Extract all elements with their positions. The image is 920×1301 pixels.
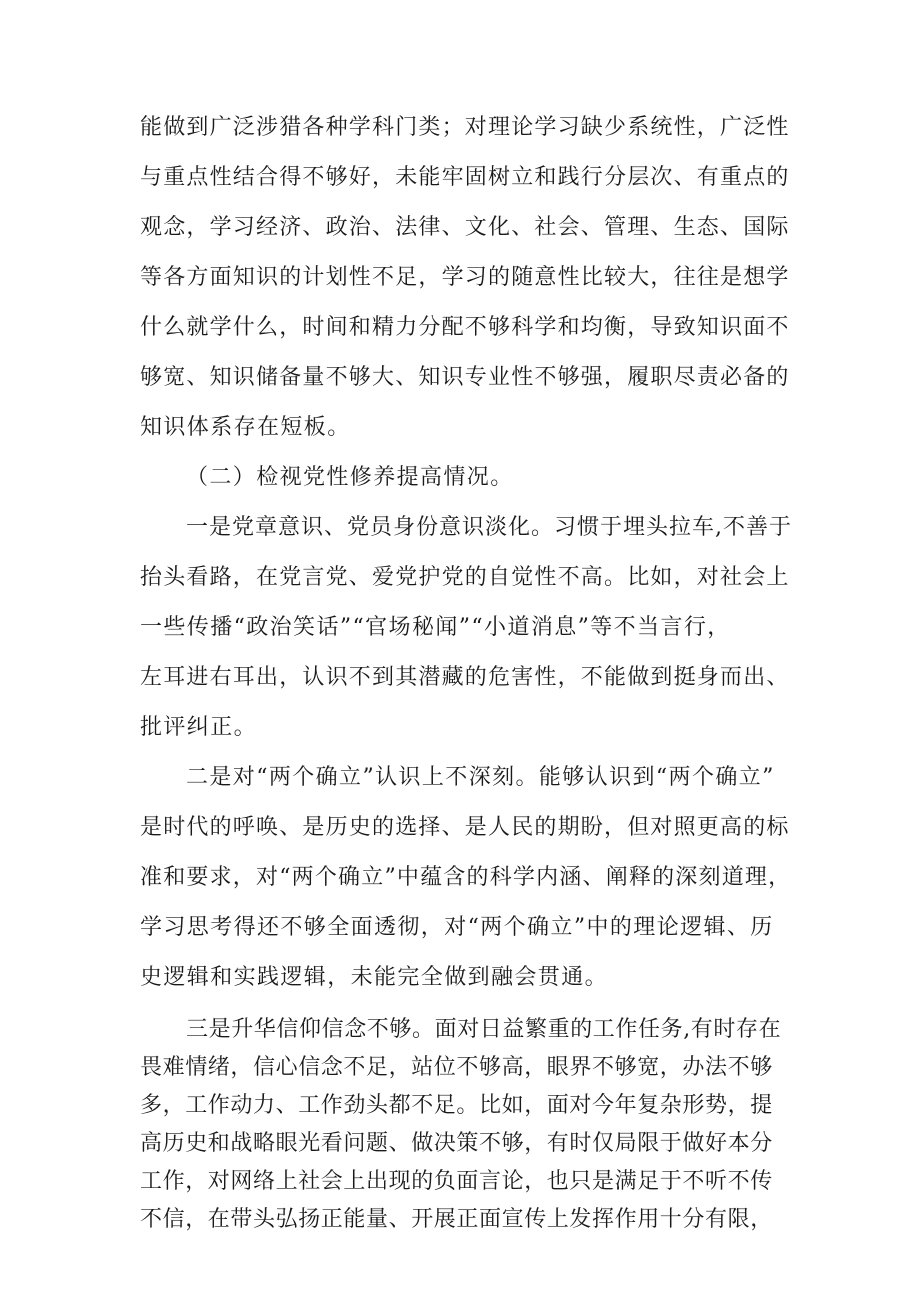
paragraph-3-line-1: 一是党章意识、党员身份意识淡化。习惯于埋头拉车,不善于 xyxy=(186,515,792,540)
section-heading: （二）检视党性修养提高情况。 xyxy=(186,465,514,490)
paragraph-1-line-2: 与重点性结合得不够好，未能牢固树立和践行分层次、有重点的 xyxy=(140,165,790,190)
paragraph-1-line-3: 观念，学习经济、政治、法律、文化、社会、管理、生态、国际 xyxy=(140,215,790,240)
paragraph-1-line-7: 知识体系存在短板。 xyxy=(140,415,351,440)
paragraph-5-line-3: 多，工作动力、工作劲头都不足。比如，面对今年复杂形势，提 xyxy=(140,1093,773,1118)
paragraph-3-line-3: 一些传播“政治笑话”“官场秘闻”“小道消息”等不当言行， xyxy=(140,615,731,640)
paragraph-3-line-5: 批评纠正。 xyxy=(140,715,258,740)
paragraph-4-line-3: 准和要求，对“两个确立”中蕴含的科学内涵、阐释的深刻道理， xyxy=(140,865,792,890)
paragraph-4-line-4: 学习思考得还不够全面透彻，对“两个确立”中的理论逻辑、历 xyxy=(140,915,774,940)
paragraph-4-line-2: 是时代的呼唤、是历史的选择、是人民的期盼，但对照更高的标 xyxy=(140,815,790,840)
paragraph-5-line-6: 不信，在带头弘扬正能量、开展正面宣传上发挥作用十分有限， xyxy=(140,1207,773,1232)
paragraph-1-line-1: 能做到广泛涉猎各种学科门类；对理论学习缺少系统性，广泛性 xyxy=(140,115,790,140)
paragraph-5-line-2: 畏难情绪，信心信念不足，站位不够高，眼界不够宽，办法不够 xyxy=(140,1055,773,1080)
paragraph-1-line-6: 够宽、知识储备量不够大、知识专业性不够强，履职尽责必备的 xyxy=(140,365,790,390)
paragraph-4-line-5: 史逻辑和实践逻辑，未能完全做到融会贯通。 xyxy=(140,965,609,990)
paragraph-5-line-1: 三是升华信仰信念不够。面对日益繁重的工作任务,有时存在 xyxy=(186,1017,782,1042)
paragraph-3-line-2: 抬头看路，在党言党、爱党护党的自觉性不高。比如，对社会上 xyxy=(140,565,790,590)
paragraph-5-line-4: 高历史和战略眼光看问题、做决策不够，有时仅局限于做好本分 xyxy=(140,1131,773,1156)
paragraph-4-line-1: 二是对“两个确立”认识上不深刻。能够认识到“两个确立” xyxy=(186,765,775,790)
paragraph-3-line-4: 左耳进右耳出，认识不到其潜藏的危害性，不能做到挺身而出、 xyxy=(140,665,790,690)
paragraph-5-line-5: 工作，对网络上社会上出现的负面言论，也只是满足于不听不传 xyxy=(140,1169,773,1194)
paragraph-1-line-5: 什么就学什么，时间和精力分配不够科学和均衡，导致知识面不 xyxy=(140,315,790,340)
paragraph-1-line-4: 等各方面知识的计划性不足，学习的随意性比较大，往往是想学 xyxy=(140,265,790,290)
